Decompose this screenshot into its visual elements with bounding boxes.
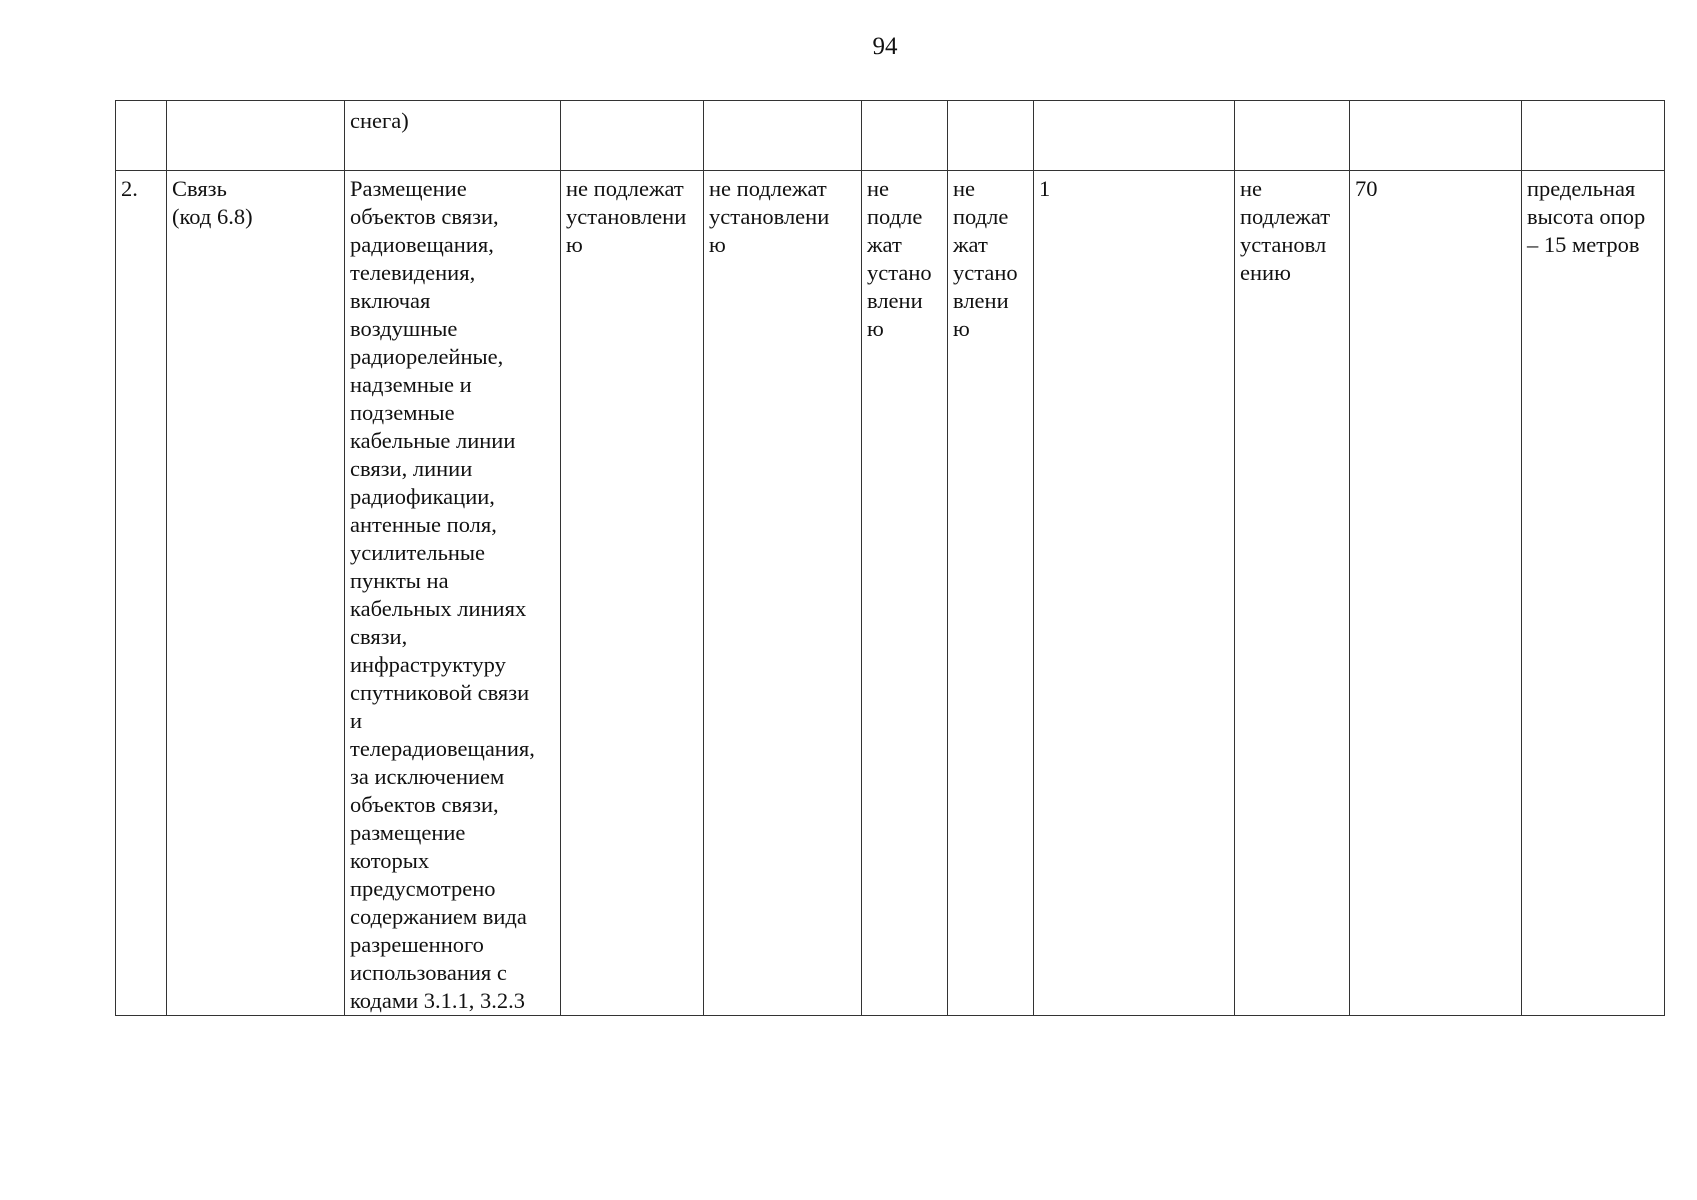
cell-col9 (1235, 101, 1350, 171)
col8-text: 1 (1039, 176, 1051, 201)
row-number-text: 2. (121, 176, 138, 201)
col5-text: не подлежат установлени ю (709, 176, 830, 257)
cell-number (116, 171, 167, 1016)
cell-col9 (1235, 171, 1350, 1016)
cell-name (167, 101, 345, 171)
cell-col6 (862, 171, 948, 1016)
table-row-continuation (116, 101, 1665, 171)
cell-number (116, 101, 167, 171)
cell-col11 (1522, 101, 1665, 171)
col7-text: не подле жат устано влени ю (953, 176, 1018, 341)
cell-col8 (1034, 171, 1235, 1016)
col9-text: не подлежат установл ению (1240, 176, 1331, 285)
cell-col10 (1350, 101, 1522, 171)
regulations-table (115, 100, 1665, 1016)
cell-col10 (1350, 171, 1522, 1016)
cell-col5 (704, 171, 862, 1016)
col11-text: предельная высота опор – 15 метров (1527, 176, 1646, 257)
cell-col7 (948, 101, 1034, 171)
cell-col4 (561, 171, 704, 1016)
col6-text: не подле жат устано влени ю (867, 176, 932, 341)
cell-col4 (561, 101, 704, 171)
use-type-name: Связь (код 6.8) (172, 176, 253, 229)
cell-col11 (1522, 171, 1665, 1016)
cell-col8 (1034, 101, 1235, 171)
cell-description (345, 101, 561, 171)
cell-name (167, 171, 345, 1016)
col10-text: 70 (1355, 176, 1378, 201)
cell-description (345, 171, 561, 1016)
cell-col6 (862, 101, 948, 171)
cell-description-text: снега) (350, 108, 409, 133)
page-number: 94 (872, 33, 898, 60)
col4-text: не подлежат установлени ю (566, 176, 687, 257)
use-type-description: Размещение объектов связи, радиовещания, телевидения, включая воздушные радиорелейные, надземные и подземные кабельные линии связи, линии радиофикации, антенные поля, усилительные пункты на кабельных линиях связи, инфраструктуру спутниковой связи и телерадиовещания, за исключением объектов связи, размещение которых предусмотрено содержанием вида разрешенного использования с кодами 3.1.1, 3.2.3 (350, 176, 535, 1013)
cell-col7 (948, 171, 1034, 1016)
cell-col5 (704, 101, 862, 171)
table-row-communication (116, 171, 1665, 1016)
